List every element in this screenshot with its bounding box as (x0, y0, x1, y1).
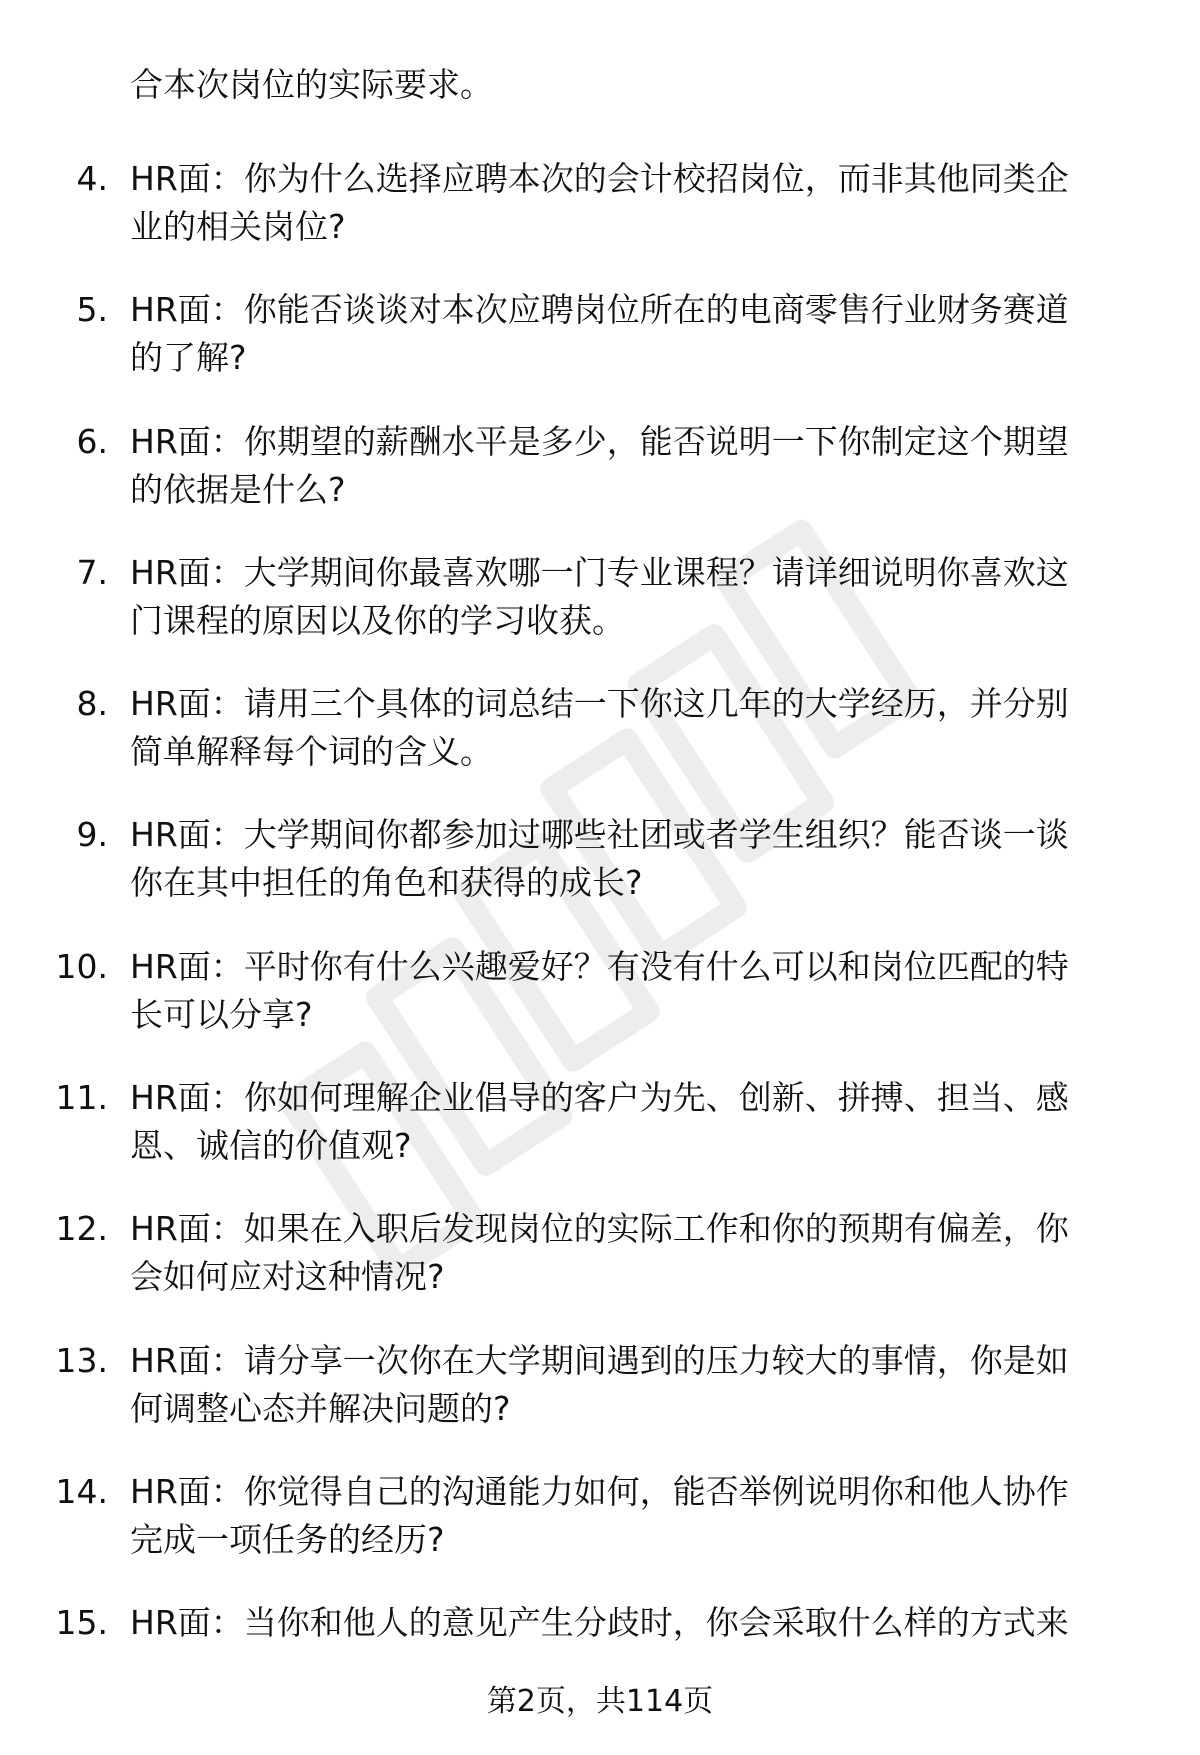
list-item (0, 417, 1200, 548)
item-text (130, 1073, 1170, 1171)
item-number: 9. (76, 815, 108, 855)
list-item (0, 1204, 1200, 1335)
item-line: HR面：当你和他人的意见产生分歧时，你会采取什么样的方式来 (130, 1603, 1069, 1643)
item-text (130, 1467, 1170, 1565)
item-text (130, 1204, 1170, 1302)
item-line: HR面：请用三个具体的词总结一下你这几年的大学经历，并分别 (130, 684, 1069, 724)
item-number: 14. (55, 1471, 108, 1511)
list-item (0, 810, 1200, 941)
item-number: 6. (76, 421, 108, 461)
continuation-line: 合本次岗位的实际要求。 (130, 65, 493, 104)
item-line: HR面：你为什么选择应聘本次的会计校招岗位，而非其他同类企 (130, 159, 1069, 198)
item-line: HR面：如果在入职后发现岗位的实际工作和你的预期有偏差，你 (130, 1209, 1069, 1249)
item-line: 恩、诚信的价值观? (130, 1126, 412, 1166)
list-item (0, 679, 1200, 810)
item-text (130, 1598, 1170, 1648)
item-text (130, 417, 1170, 515)
item-number: 13. (55, 1340, 108, 1380)
item-line: 的了解? (130, 338, 247, 378)
item-line: 简单解释每个词的含义。 (130, 732, 493, 772)
list-item (0, 548, 1200, 679)
item-line: 的依据是什么? (130, 469, 346, 509)
item-line: 何调整心态并解决问题的? (130, 1388, 511, 1428)
item-text (130, 154, 1170, 252)
list-item (0, 1467, 1200, 1598)
list-item (0, 1336, 1200, 1467)
item-line: HR面：大学期间你最喜欢哪一门专业课程？请详细说明你喜欢这 (130, 552, 1069, 592)
item-number: 15. (55, 1603, 108, 1643)
item-number: 8. (76, 684, 108, 724)
list-item (0, 942, 1200, 1073)
question-list (0, 154, 1200, 1668)
item-number: 7. (76, 552, 108, 592)
item-text (130, 285, 1170, 383)
item-line: 门课程的原因以及你的学习收获。 (130, 600, 625, 640)
item-number: 11. (55, 1078, 108, 1118)
item-text (130, 679, 1170, 777)
item-text (130, 942, 1170, 1040)
item-number: 12. (55, 1209, 108, 1249)
item-text (130, 1336, 1170, 1434)
item-line: HR面：你觉得自己的沟通能力如何，能否举例说明你和他人协作 (130, 1471, 1069, 1511)
list-item (0, 154, 1200, 285)
item-line: HR面：大学期间你都参加过哪些社团或者学生组织？能否谈一谈 (130, 815, 1069, 855)
item-line: 完成一项任务的经历? (130, 1519, 445, 1559)
item-text (130, 810, 1170, 908)
item-line: HR面：请分享一次你在大学期间遇到的压力较大的事情，你是如 (130, 1340, 1069, 1380)
item-line: HR面：你如何理解企业倡导的客户为先、创新、拼搏、担当、感 (130, 1078, 1069, 1118)
item-number: 10. (55, 946, 108, 986)
item-line: 你在其中担任的角色和获得的成长? (130, 863, 643, 903)
item-line: 会如何应对这种情况? (130, 1257, 445, 1297)
item-number: 4. (76, 159, 108, 198)
page-number: 第2页，共114页 (486, 1684, 714, 1719)
item-line: HR面：你能否谈谈对本次应聘岗位所在的电商零售行业财务赛道 (130, 290, 1069, 330)
item-line: HR面：平时你有什么兴趣爱好？有没有什么可以和岗位匹配的特 (130, 946, 1069, 986)
list-item (0, 1073, 1200, 1204)
list-item (0, 285, 1200, 416)
item-text (130, 548, 1170, 646)
item-line: 长可以分享? (130, 994, 313, 1034)
list-item (0, 1598, 1200, 1668)
item-line: 业的相关岗位? (130, 207, 346, 246)
item-number: 5. (76, 290, 108, 330)
item-line: HR面：你期望的薪酬水平是多少，能否说明一下你制定这个期望 (130, 421, 1069, 461)
